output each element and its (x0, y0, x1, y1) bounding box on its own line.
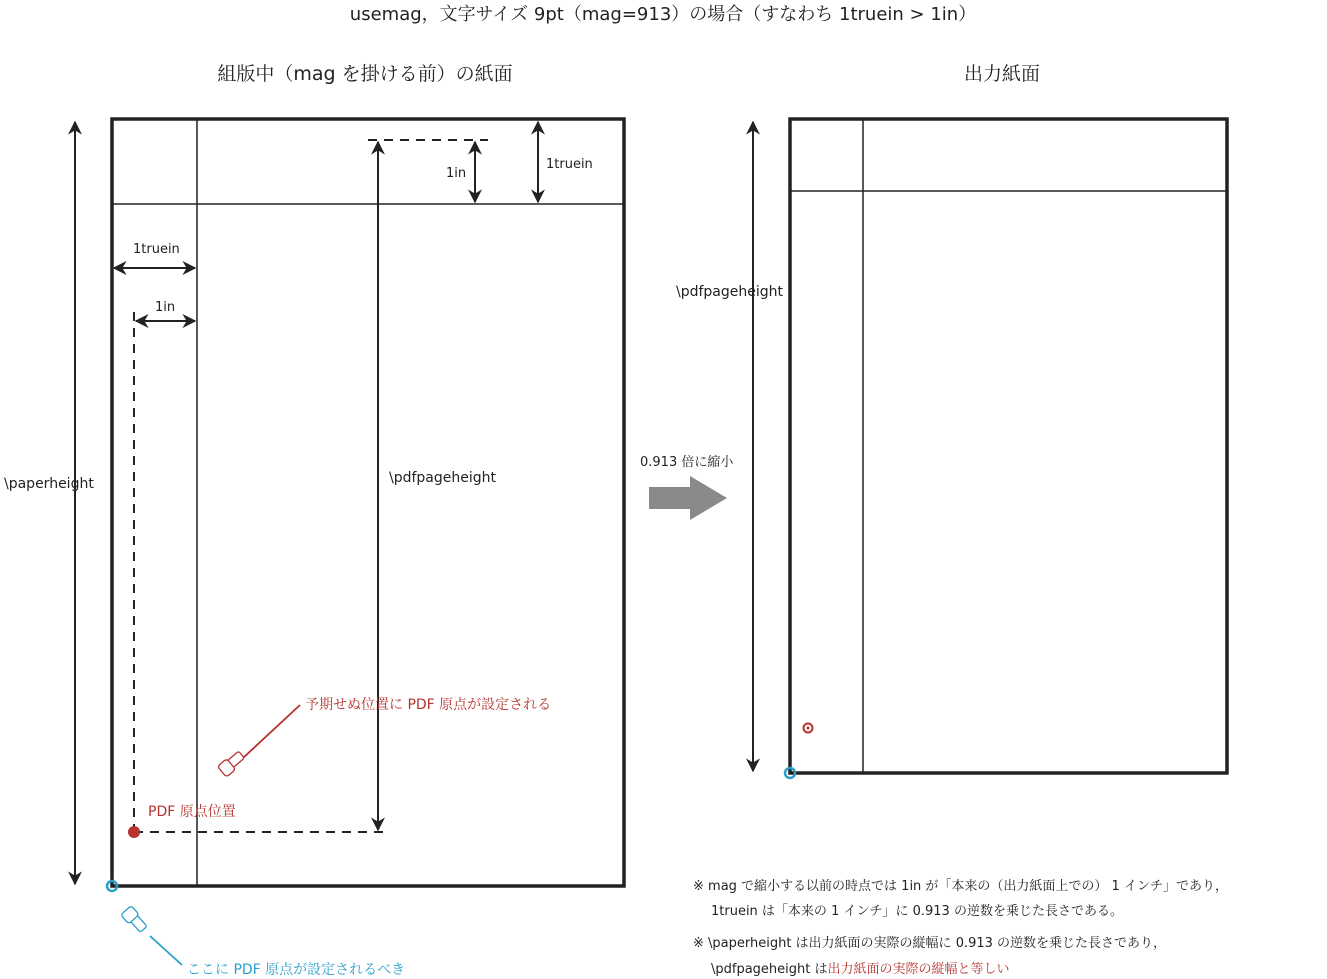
note2-line2-red: 出力紙面の実際の縦幅と等しい (827, 962, 1010, 977)
unexpected-origin-note: 予期せぬ位置に PDF 原点が設定される (305, 697, 552, 713)
should-be-pointer-line (150, 936, 182, 965)
note1-line1: ※ mag で縮小する以前の時点では 1in が「本来の（出力紙面上での） 1 インチ」であり， (693, 879, 1228, 894)
left-panel-heading: 組版中（mag を掛ける前）の紙面 (217, 63, 513, 85)
scale-label: 0.913 倍に縮小 (640, 455, 734, 470)
should-be-origin-note: ここに PDF 原点が設定されるべき (187, 962, 406, 978)
typeset-paper-frame (112, 119, 624, 886)
top-truein-label: 1truein (546, 157, 593, 172)
pdf-origin-label: PDF 原点位置 (148, 804, 236, 820)
note1-line2: 1truein は「本来の 1 インチ」に 0.913 の逆数を乗じた長さである。 (711, 904, 1123, 919)
left-in-label: 1in (155, 300, 176, 315)
origin-dot-center (807, 727, 810, 730)
diagram-title: usemag，文字サイズ 9pt（mag=913）の場合（すなわち 1truein > 1in） (349, 4, 977, 25)
note2-line2-black: \pdfpageheight は (711, 962, 828, 977)
origin-dot-icon (128, 826, 140, 838)
right-panel-heading: 出力紙面 (963, 63, 1041, 85)
pointing-hand-icon (217, 750, 246, 777)
left-truein-label: 1truein (133, 242, 180, 257)
note2-line1: ※ \paperheight は出力紙面の実際の縦幅に 0.913 の逆数を乗じた長さであり， (693, 936, 1167, 951)
pointing-hand-icon (121, 906, 149, 935)
note2-line2 (711, 961, 1010, 977)
paperheight-label: \paperheight (4, 476, 94, 492)
top-in-label: 1in (446, 166, 467, 181)
scale-arrow-icon (649, 476, 727, 520)
pdfpageheight-label-right: \pdfpageheight (676, 284, 784, 300)
output-paper-frame (790, 119, 1227, 773)
pdfpageheight-label-left: \pdfpageheight (389, 470, 497, 486)
unexpected-pointer-line (243, 705, 300, 758)
